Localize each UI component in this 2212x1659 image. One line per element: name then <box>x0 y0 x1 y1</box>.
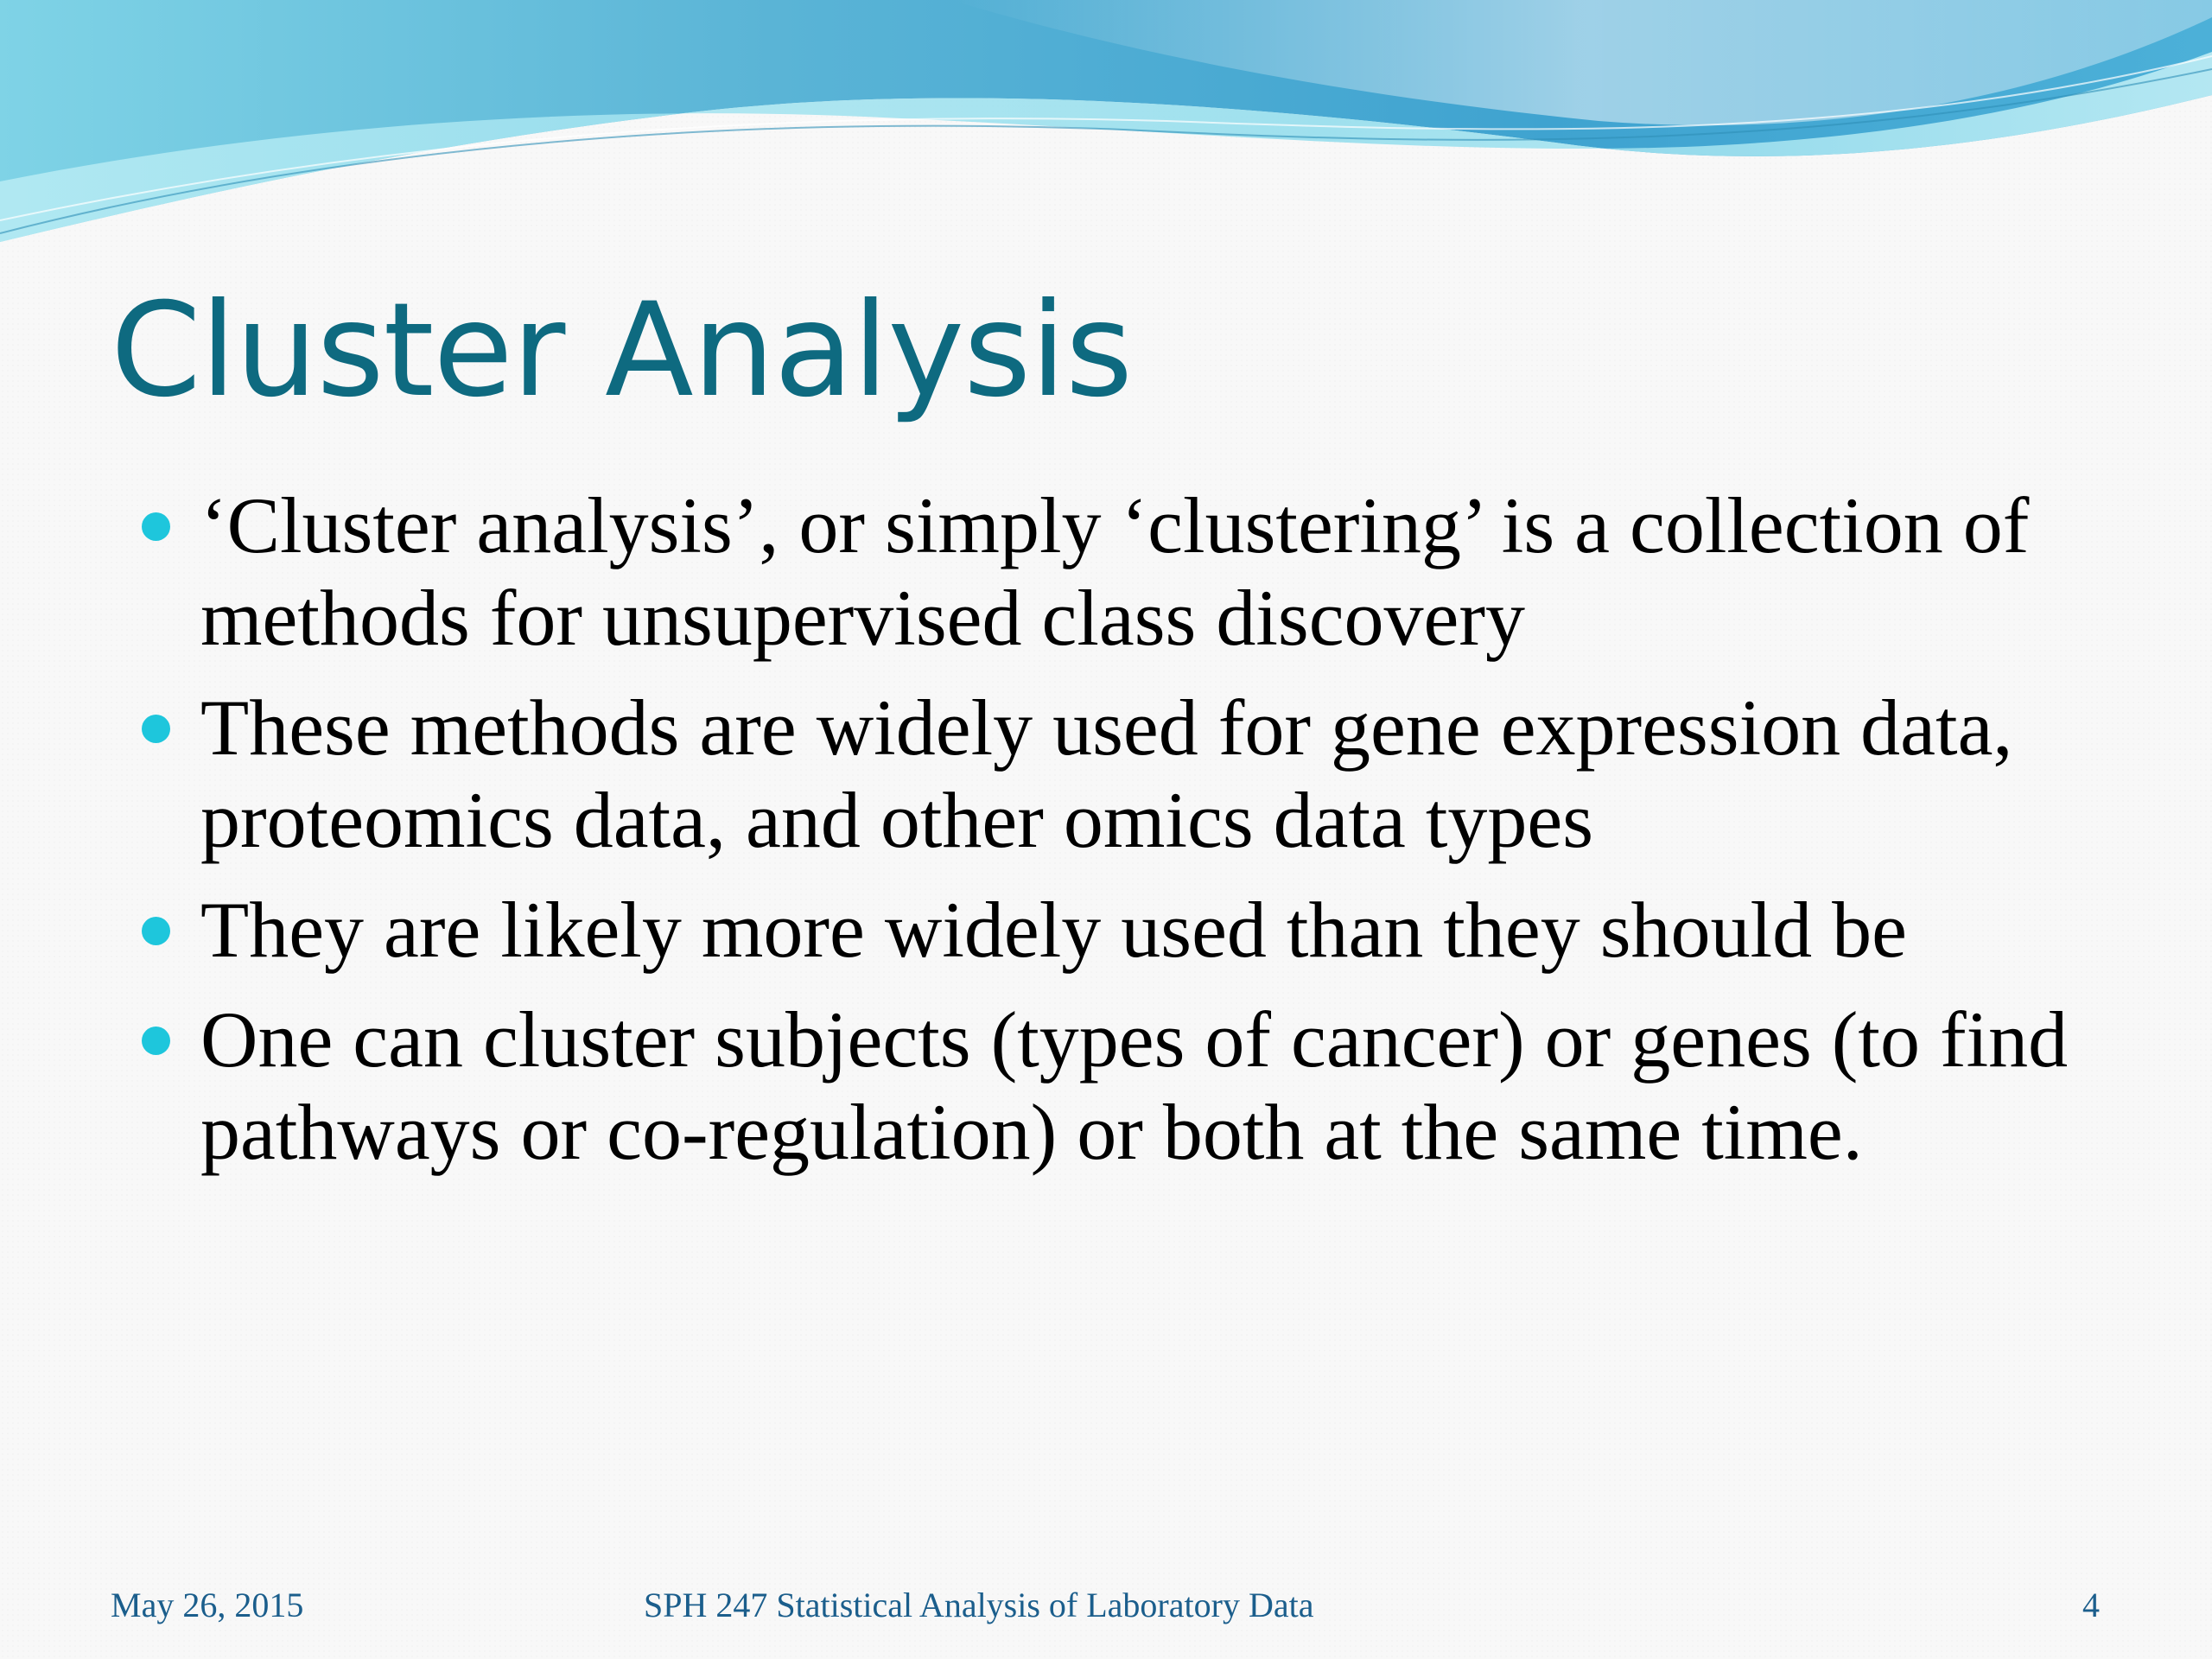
footer-page-number: 4 <box>2082 1586 2100 1624</box>
bullet-dot-icon <box>142 715 170 743</box>
bullet-text: One can cluster subjects (types of cancer) or genes (to find pathways or co-regulation) or both at the same time. <box>200 995 2069 1176</box>
bullet-item <box>138 682 2117 867</box>
bullet-item <box>138 994 2117 1179</box>
bullet-text: They are likely more widely used than they should be <box>200 886 1907 974</box>
bullet-dot-icon <box>142 512 170 541</box>
footer-course-title: SPH 247 Statistical Analysis of Laboratory Data <box>644 1586 1314 1624</box>
header-wave-decoration <box>0 0 2212 259</box>
bullet-item <box>138 884 2117 976</box>
bullet-text: ‘Cluster analysis’, or simply ‘clustering’ is a collection of methods for unsupervised class discovery <box>200 481 2030 662</box>
bullet-dot-icon <box>142 1027 170 1055</box>
bullet-dot-icon <box>142 917 170 945</box>
bullet-item <box>138 480 2117 664</box>
footer-date: May 26, 2015 <box>111 1586 304 1624</box>
slide-title: Cluster Analysis <box>111 276 1133 426</box>
bullet-text: These methods are widely used for gene expression data, proteomics data, and other omics data types <box>200 683 2013 864</box>
bullet-list <box>138 480 2117 1196</box>
